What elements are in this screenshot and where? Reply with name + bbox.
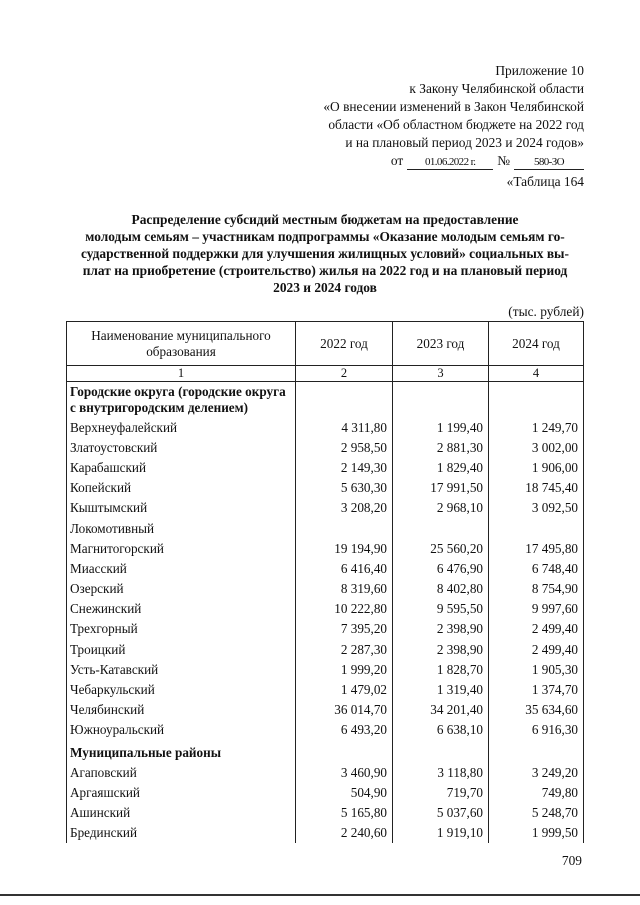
value-2024-cell: 2 499,40 xyxy=(489,639,584,659)
municipality-cell: Снежинский xyxy=(67,599,296,619)
value-2022-cell: 2 240,60 xyxy=(296,823,393,843)
value-2024-cell: 35 634,60 xyxy=(489,700,584,720)
table-reference: «Таблица 164 xyxy=(506,174,584,189)
value-2022-cell: 2 287,30 xyxy=(296,639,393,659)
value-2024-cell: 18 745,40 xyxy=(489,478,584,498)
municipality-cell: Чебаркульский xyxy=(67,679,296,699)
value-2023-cell: 5 037,60 xyxy=(393,803,489,823)
value-2022-cell: 4 311,80 xyxy=(296,417,393,437)
value-2024-cell: 5 248,70 xyxy=(489,803,584,823)
table-row xyxy=(67,782,584,802)
table-row xyxy=(67,417,584,437)
value-2023-cell: 2 881,30 xyxy=(393,437,489,457)
title-line-3: сударственной поддержки для улучшения жилищных условий» социальных вы- xyxy=(81,246,569,261)
header-2022: 2022 год xyxy=(296,322,393,366)
appendix-law-name-3: и на плановый период 2023 и 2024 годов» xyxy=(345,135,584,150)
value-2024-cell: 2 499,40 xyxy=(489,619,584,639)
value-2024-cell xyxy=(489,518,584,538)
value-2024-cell: 3 092,50 xyxy=(489,498,584,518)
appendix-header xyxy=(323,62,584,170)
value-2024-cell: 1 906,00 xyxy=(489,457,584,477)
value-2023-cell: 3 118,80 xyxy=(393,762,489,782)
municipality-cell: Копейский xyxy=(67,478,296,498)
appendix-law-name-2: области «Об областном бюджете на 2022 год xyxy=(328,117,584,132)
municipality-cell: Южноуральский xyxy=(67,720,296,740)
value-2022-cell xyxy=(296,740,393,762)
table-row xyxy=(67,478,584,498)
number-value: 580-ЗО xyxy=(514,156,584,170)
table-row xyxy=(67,659,584,679)
appendix-law-name-1: «О внесении изменений в Закон Челябинской xyxy=(323,99,584,114)
municipality-cell: Локомотивный xyxy=(67,518,296,538)
value-2022-cell: 1 999,20 xyxy=(296,659,393,679)
value-2024-cell: 3 249,20 xyxy=(489,762,584,782)
value-2024-cell: 1 249,70 xyxy=(489,417,584,437)
table-row xyxy=(67,538,584,558)
appendix-date-line xyxy=(323,152,584,170)
value-2022-cell: 2 958,50 xyxy=(296,437,393,457)
column-number-row xyxy=(67,366,584,382)
appendix-title: Приложение 10 xyxy=(495,63,584,78)
value-2024-cell xyxy=(489,382,584,418)
municipality-cell: Верхнеуфалейский xyxy=(67,417,296,437)
table-row xyxy=(67,720,584,740)
municipality-cell: Златоустовский xyxy=(67,437,296,457)
value-2022-cell: 10 222,80 xyxy=(296,599,393,619)
value-2022-cell xyxy=(296,518,393,538)
date-value: 01.06.2022 г. xyxy=(407,156,493,170)
value-2023-cell: 17 991,50 xyxy=(393,478,489,498)
value-2024-cell xyxy=(489,740,584,762)
value-2023-cell xyxy=(393,740,489,762)
table-row xyxy=(67,803,584,823)
value-2022-cell: 8 319,60 xyxy=(296,579,393,599)
municipality-cell: Городские округа (городские округа с внутригородским делением) xyxy=(67,382,296,418)
header-2024: 2024 год xyxy=(489,322,584,366)
table-row xyxy=(67,558,584,578)
value-2023-cell xyxy=(393,518,489,538)
municipality-cell: Аргаяшский xyxy=(67,782,296,802)
table-row xyxy=(67,437,584,457)
municipality-cell: Кыштымский xyxy=(67,498,296,518)
municipality-cell: Усть-Катавский xyxy=(67,659,296,679)
value-2022-cell: 3 208,20 xyxy=(296,498,393,518)
number-label: № xyxy=(497,153,510,168)
municipality-cell: Троицкий xyxy=(67,639,296,659)
title-line-4: плат на приобретение (строительство) жилья на 2022 год и на плановый период xyxy=(82,263,568,278)
table-row xyxy=(67,498,584,518)
value-2023-cell: 9 595,50 xyxy=(393,599,489,619)
header-2023: 2023 год xyxy=(393,322,489,366)
value-2022-cell: 3 460,90 xyxy=(296,762,393,782)
value-2023-cell: 25 560,20 xyxy=(393,538,489,558)
value-2024-cell: 1 905,30 xyxy=(489,659,584,679)
value-2024-cell: 1 374,70 xyxy=(489,679,584,699)
value-2022-cell: 6 493,20 xyxy=(296,720,393,740)
page-number: 709 xyxy=(561,853,582,868)
units-label: (тыс. рублей) xyxy=(508,304,584,319)
table-header-row xyxy=(67,322,584,366)
value-2022-cell xyxy=(296,382,393,418)
municipality-cell: Трехгорный xyxy=(67,619,296,639)
table-row xyxy=(67,619,584,639)
value-2022-cell: 5 630,30 xyxy=(296,478,393,498)
section-row xyxy=(67,740,584,762)
value-2023-cell: 2 398,90 xyxy=(393,639,489,659)
date-label: от xyxy=(390,153,404,168)
table-row xyxy=(67,679,584,699)
value-2023-cell: 1 199,40 xyxy=(393,417,489,437)
value-2022-cell: 5 165,80 xyxy=(296,803,393,823)
table-row xyxy=(67,639,584,659)
col-number: 2 xyxy=(296,366,393,382)
value-2023-cell: 6 476,90 xyxy=(393,558,489,578)
municipality-cell: Брединский xyxy=(67,823,296,843)
bottom-divider xyxy=(0,894,640,896)
value-2024-cell: 749,80 xyxy=(489,782,584,802)
value-2023-cell: 6 638,10 xyxy=(393,720,489,740)
municipality-cell: Магнитогорский xyxy=(67,538,296,558)
value-2022-cell: 36 014,70 xyxy=(296,700,393,720)
col-number: 1 xyxy=(67,366,296,382)
section-row xyxy=(67,382,584,418)
title-line-1: Распределение субсидий местным бюджетам на предоставление xyxy=(131,212,519,227)
value-2023-cell: 34 201,40 xyxy=(393,700,489,720)
municipality-cell: Ашинский xyxy=(67,803,296,823)
value-2022-cell: 6 416,40 xyxy=(296,558,393,578)
table-row xyxy=(67,762,584,782)
subsidy-table xyxy=(66,321,584,843)
table-row xyxy=(67,518,584,538)
value-2024-cell: 6 916,30 xyxy=(489,720,584,740)
value-2023-cell: 719,70 xyxy=(393,782,489,802)
value-2022-cell: 7 395,20 xyxy=(296,619,393,639)
value-2023-cell: 1 828,70 xyxy=(393,659,489,679)
table-row xyxy=(67,579,584,599)
title-line-5: 2023 и 2024 годов xyxy=(273,280,377,295)
appendix-law-ref: к Закону Челябинской области xyxy=(409,81,584,96)
value-2024-cell: 8 754,90 xyxy=(489,579,584,599)
table-row xyxy=(67,700,584,720)
table-row xyxy=(67,599,584,619)
value-2023-cell: 8 402,80 xyxy=(393,579,489,599)
document-title xyxy=(62,211,588,296)
value-2022-cell: 504,90 xyxy=(296,782,393,802)
value-2023-cell: 1 829,40 xyxy=(393,457,489,477)
municipality-cell: Карабашский xyxy=(67,457,296,477)
value-2023-cell: 1 319,40 xyxy=(393,679,489,699)
value-2023-cell: 1 919,10 xyxy=(393,823,489,843)
value-2022-cell: 2 149,30 xyxy=(296,457,393,477)
value-2022-cell: 19 194,90 xyxy=(296,538,393,558)
table-row xyxy=(67,457,584,477)
col-number: 3 xyxy=(393,366,489,382)
value-2023-cell: 2 968,10 xyxy=(393,498,489,518)
value-2024-cell: 6 748,40 xyxy=(489,558,584,578)
value-2024-cell: 9 997,60 xyxy=(489,599,584,619)
value-2023-cell: 2 398,90 xyxy=(393,619,489,639)
municipality-cell: Озерский xyxy=(67,579,296,599)
value-2022-cell: 1 479,02 xyxy=(296,679,393,699)
col-number: 4 xyxy=(489,366,584,382)
value-2024-cell: 3 002,00 xyxy=(489,437,584,457)
table-row xyxy=(67,823,584,843)
municipality-cell: Агаповский xyxy=(67,762,296,782)
municipality-cell: Миасский xyxy=(67,558,296,578)
title-line-2: молодым семьям – участникам подпрограммы «Оказание молодым семьям го- xyxy=(85,229,565,244)
municipality-cell: Челябинский xyxy=(67,700,296,720)
value-2023-cell xyxy=(393,382,489,418)
header-municipality: Наименование муниципального образования xyxy=(67,322,296,366)
value-2024-cell: 17 495,80 xyxy=(489,538,584,558)
value-2024-cell: 1 999,50 xyxy=(489,823,584,843)
municipality-cell: Муниципальные районы xyxy=(67,740,296,762)
